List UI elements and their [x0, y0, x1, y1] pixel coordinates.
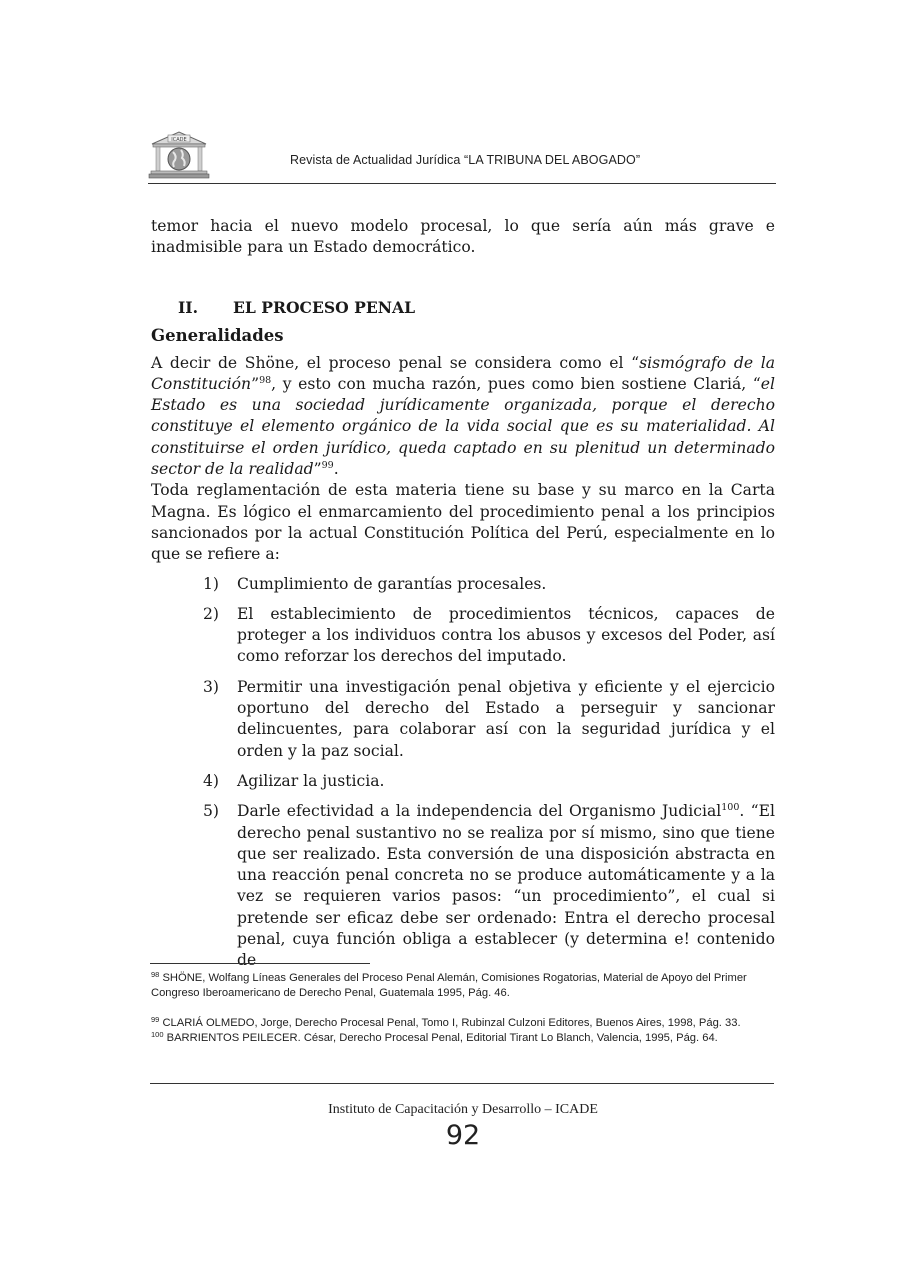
list-item: 3) Permitir una investigación penal objetiva y eficiente y el ejercicio oportuno del derecho del Estado a perseguir y sancionar delincuentes, para colaborar así con la seguridad jurídica y el orden y la paz social.	[203, 677, 775, 760]
icade-logo	[148, 130, 210, 180]
page-body	[151, 216, 775, 981]
list-item: 5) Darle efectividad a la independencia del Organismo Judicial$^{100}$. “El derecho penal sustantivo no se realiza por sí mismo, sino que tiene que ser realizado. Esta conversión de una disposición abstracta en una reacción penal concreta no se produce automáticamente y a la vez se requieren varios pasos: “un procedimiento”, el cual si pretende ser eficaz debe ser ordenado: Entra el derecho procesal penal, cuya función obliga a establecer (y determina e! contenido de	[203, 802, 775, 970]
footnote-ref-98[interactable]: 98	[259, 374, 272, 386]
subheading: Generalidades	[151, 325, 284, 345]
footnotes	[151, 971, 776, 1046]
paragraph-shone: A decir de Shöne, el proceso penal se considera como el “sismógrafo de la Constitución”$^{98}$, y esto con mucha razón, pues como bien sostiene Clariá, “el Estado es una sociedad jurídicamente organizada, porque el derecho constituye el elemento orgánico de la vida social que es su materialidad. Al constituirse el orden jurídico, queda captado en su plenitud un determinado sector de la realidad”$^{99}$.	[151, 353, 775, 479]
list-item: 2) El establecimiento de procedimientos técnicos, capaces de proteger a los individuos contra los abusos y excesos del Poder, así como reforzar los derechos del imputado.	[203, 604, 775, 666]
list-item: 4) Agilizar la justicia.	[203, 771, 385, 790]
footer-institution: Instituto de Capacitación y Desarrollo – ICADE	[328, 1102, 598, 1117]
footnote-100: $^{100}$ BARRIENTOS PEILECER. César, Derecho Procesal Penal, Editorial Tirant Lo Blanch, Valencia, 1995, Pág. 64.	[151, 1029, 718, 1044]
principles-list	[151, 574, 775, 972]
intro-paragraph: temor hacia el nuevo modelo procesal, lo que sería aún más grave e inadmisible para un Estado democrático.	[151, 217, 775, 257]
list-item: 1) Cumplimiento de garantías procesales.	[203, 574, 547, 593]
footnote-ref-99[interactable]: 99	[321, 460, 334, 472]
section-heading	[178, 297, 775, 318]
running-header: Revista de Actualidad Jurídica “LA TRIBUNA DEL ABOGADO”	[290, 153, 641, 167]
footnote-99: $^{99}$ CLARIÁ OLMEDO, Jorge, Derecho Procesal Penal, Tomo I, Rubinzal Culzoni Editores, Buenos Aires, 1998, Pág. 33.	[151, 1014, 741, 1029]
svg-text:ICADE: ICADE	[171, 137, 187, 143]
footer-divider	[150, 1083, 774, 1084]
section-number: II.	[178, 297, 199, 317]
header-divider	[148, 183, 776, 184]
section-title: EL PROCESO PENAL	[233, 297, 416, 317]
footnote-98: $^{98}$ SHÖNE, Wolfang Líneas Generales del Proceso Penal Alemán, Comisiones Rogatorias, Material de Apoyo del Primer Congreso Iberoamericano de Derecho Penal, Guatemala 1995, Pág. 46.	[151, 970, 747, 1000]
page-number: 92	[445, 1120, 481, 1151]
paragraph-reglamentacion: Toda reglamentación de esta materia tiene su base y su marco en la Carta Magna. Es lógico el enmarcamiento del procedimiento penal a los principios sancionados por la actual Constitución Política del Perú, especialmente en lo que se refiere a:	[151, 481, 775, 564]
footnote-divider	[150, 963, 370, 964]
footnote-ref-100[interactable]: 100	[721, 802, 740, 814]
